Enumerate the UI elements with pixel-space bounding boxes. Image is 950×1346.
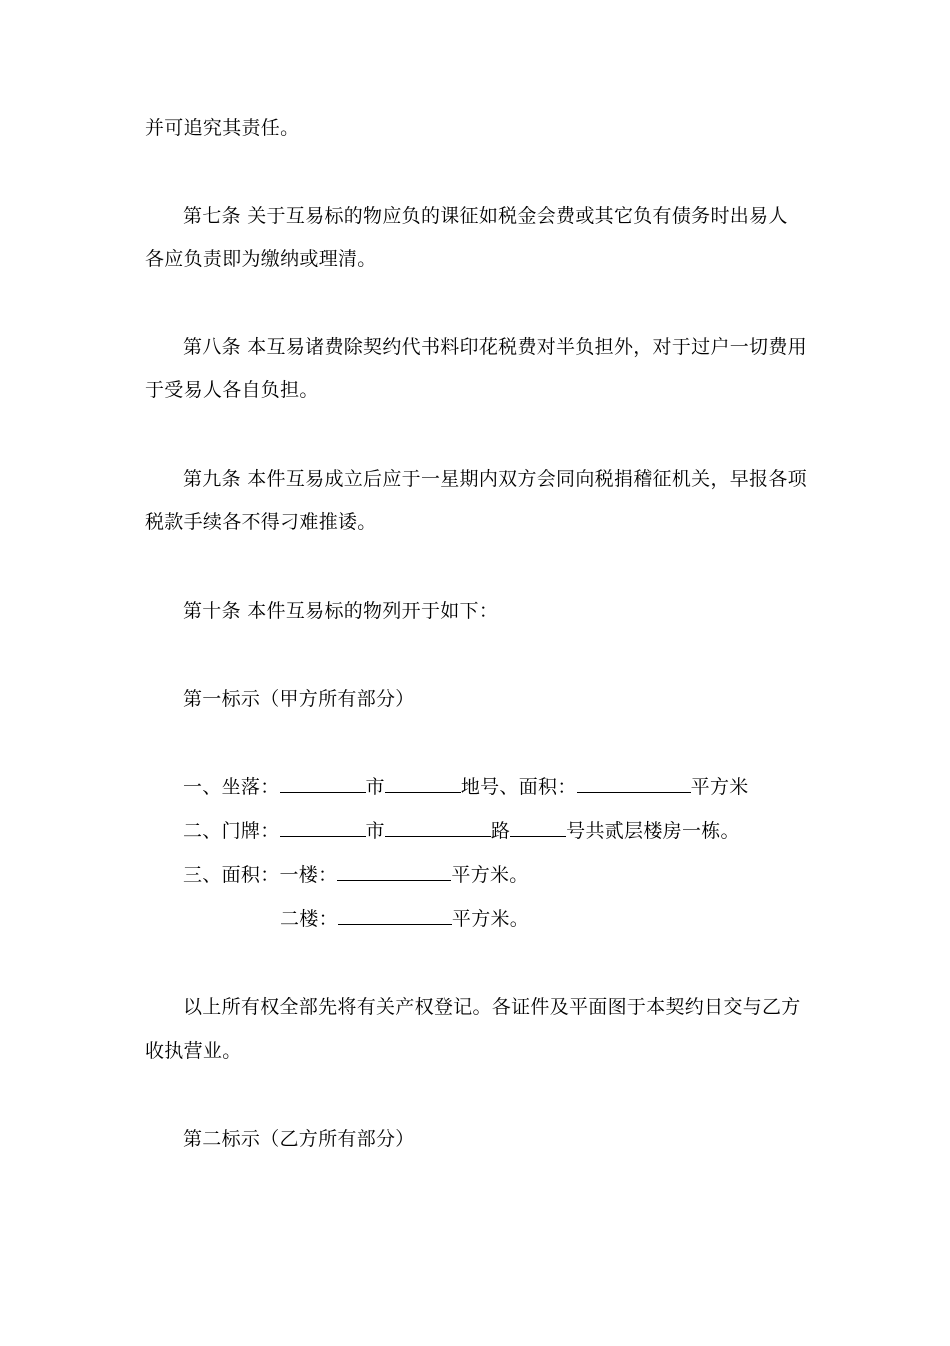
continued-text: 并可追究其责任。 bbox=[145, 117, 300, 139]
item-2-text-1: 市 bbox=[365, 820, 385, 842]
item-2-address bbox=[183, 818, 740, 844]
blank-number-field bbox=[510, 818, 566, 837]
article-9-line-1: 第九条 本件互易成立后应于一星期内双方会同向税捐稽征机关，早报各项 bbox=[183, 468, 807, 490]
article-8-line-1: 第八条 本互易诸费除契约代书料印花税费对半负担外，对于过户一切费用 bbox=[183, 336, 807, 358]
blank-floor-1-area bbox=[337, 862, 451, 881]
blank-area-field bbox=[577, 774, 691, 793]
article-9-line-2: 税款手续各不得刁难推诿。 bbox=[145, 511, 377, 533]
article-7-line-1: 第七条 关于互易标的物应负的课征如税金会费或其它负有债务时出易人 bbox=[183, 205, 788, 227]
blank-city-field bbox=[280, 818, 366, 837]
note-line-2: 收执营业。 bbox=[145, 1040, 242, 1062]
mark-2-heading: 第二标示（乙方所有部分） bbox=[183, 1128, 415, 1150]
blank-floor-2-area bbox=[338, 906, 452, 925]
item-3-text-1: 平方米。 bbox=[451, 864, 529, 886]
item-4-text-1: 平方米。 bbox=[451, 908, 530, 930]
note-line-1: 以上所有权全部先将有关产权登记。各证件及平面图于本契约日交与乙方 bbox=[183, 996, 801, 1018]
item-2-text-2: 路 bbox=[490, 820, 511, 842]
item-3-area bbox=[183, 862, 529, 888]
blank-road-field bbox=[385, 818, 491, 837]
item-1-location bbox=[183, 774, 749, 800]
item-1-text-1: 市 bbox=[365, 776, 385, 798]
item-3-prefix: 三、面积：一楼： bbox=[183, 864, 338, 886]
blank-city-field bbox=[280, 774, 366, 793]
item-2-text-3: 号共贰层楼房一栋。 bbox=[566, 820, 740, 842]
item-1-text-3: 平方米 bbox=[690, 776, 749, 798]
article-7-line-2: 各应负责即为缴纳或理清。 bbox=[145, 248, 377, 270]
item-1-text-2: 地号、面积： bbox=[460, 776, 577, 798]
mark-1-heading: 第一标示（甲方所有部分） bbox=[183, 688, 415, 710]
item-4-prefix: 二楼： bbox=[280, 908, 338, 930]
article-10: 第十条 本件互易标的物列开于如下： bbox=[183, 600, 499, 622]
article-8-line-2: 于受易人各自负担。 bbox=[145, 379, 319, 401]
item-3-second-floor bbox=[280, 906, 529, 932]
blank-lot-field bbox=[385, 774, 461, 793]
item-1-prefix: 一、坐落： bbox=[183, 776, 280, 798]
item-2-prefix: 二、门牌： bbox=[183, 820, 280, 842]
